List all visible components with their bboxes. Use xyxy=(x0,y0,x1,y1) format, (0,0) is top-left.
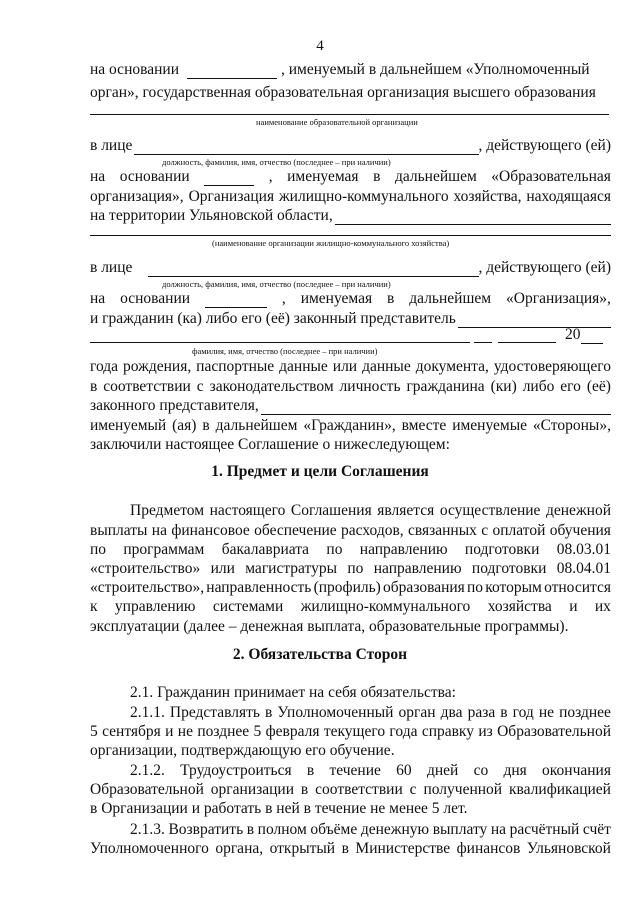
text: «строительство» xyxy=(90,560,201,577)
blank-line xyxy=(90,342,470,343)
text: сентября xyxy=(102,723,161,740)
text: заключили настоящее Соглашение о нижеследующем: xyxy=(90,436,450,453)
text: и xyxy=(569,598,578,615)
s1-line-1 xyxy=(130,502,611,520)
text: 5 xyxy=(90,723,98,740)
text: по xyxy=(326,541,343,558)
text: расчётный xyxy=(509,821,580,838)
text: на территории Ульяновской области, xyxy=(90,207,333,224)
text: квалификацией xyxy=(509,781,611,798)
text: (профиль) xyxy=(313,579,381,596)
text: данные xyxy=(279,358,328,375)
text: в xyxy=(246,821,255,838)
text: 08.04.01 xyxy=(556,560,611,577)
blank-line xyxy=(90,114,609,115)
text: оплатой xyxy=(492,522,546,539)
text: к xyxy=(90,598,98,615)
text: позднее xyxy=(197,723,250,740)
text: и xyxy=(165,723,174,740)
s1-line-7 xyxy=(90,618,611,636)
blank-field xyxy=(261,400,611,415)
text: в xyxy=(306,762,315,779)
header-line-11 xyxy=(90,358,611,376)
text: , действующего (ей) xyxy=(478,259,611,276)
section-2-title: 2. Обязательства Сторон xyxy=(232,646,408,663)
s2-213-line-1 xyxy=(130,821,611,839)
text: направлению xyxy=(373,560,462,577)
caption-fio: должность, фамилия, имя, отчество (последнее – при наличии) xyxy=(162,157,391,167)
text: соответствии xyxy=(103,378,191,395)
s1-line-4 xyxy=(90,560,611,578)
header-line-15 xyxy=(90,436,611,454)
text: денежной xyxy=(546,502,611,519)
text: финансовое xyxy=(171,522,250,539)
text: удостоверяющего xyxy=(493,358,611,375)
text: 2.1. Гражданин принимает на себя обязательства: xyxy=(130,684,456,701)
text: на xyxy=(90,168,106,185)
blank-line xyxy=(498,342,556,343)
text: подготовки xyxy=(464,541,540,558)
text: справку xyxy=(421,723,474,740)
text: их xyxy=(594,598,611,615)
text: Возвратить xyxy=(168,821,244,838)
text: в xyxy=(341,840,349,857)
text: Уполномоченного xyxy=(90,840,209,857)
text: Образовательной xyxy=(90,781,204,798)
text: на xyxy=(151,522,167,539)
text: «Образовательная xyxy=(491,168,611,185)
blank-field xyxy=(134,140,478,155)
text: полном xyxy=(257,821,307,838)
text: финансов xyxy=(456,840,521,857)
s2-212-line-1 xyxy=(130,762,611,780)
text: в xyxy=(90,378,98,395)
text: счёт xyxy=(582,821,611,838)
text: в xyxy=(202,417,210,434)
text: Ульяновской xyxy=(526,840,611,857)
text: относится xyxy=(544,579,611,596)
text: является xyxy=(377,502,435,519)
caption-zhkh: (наименование организации жилищно-коммунального хозяйства) xyxy=(212,238,450,248)
s1-line-3 xyxy=(90,541,611,559)
text: с xyxy=(196,378,204,395)
caption-org: наименование образовательной организации xyxy=(256,117,418,127)
s1-line-2 xyxy=(90,522,611,540)
text: (ки) xyxy=(490,378,517,395)
text: жилищно-коммунального xyxy=(278,188,449,205)
year-field xyxy=(565,326,613,344)
text: или xyxy=(210,560,235,577)
text: 2.1.2. xyxy=(130,762,165,779)
text: основании xyxy=(120,290,191,307)
text: дальнейшем xyxy=(409,290,492,307)
text: текущего xyxy=(323,723,386,740)
text: связанных xyxy=(408,522,477,539)
text: направлению xyxy=(359,541,448,558)
header-line-lico-2 xyxy=(90,259,611,277)
text: основании xyxy=(119,168,190,185)
text: «Организация», xyxy=(506,290,611,307)
text: года xyxy=(90,358,119,375)
text: «Гражданин», xyxy=(303,417,396,434)
s1-line-6 xyxy=(90,598,611,616)
text: окончания xyxy=(542,762,611,779)
text: обучения xyxy=(549,522,611,539)
text: по xyxy=(467,579,484,596)
text: 60 xyxy=(396,762,412,779)
text: со xyxy=(473,762,489,779)
text: с xyxy=(481,522,489,539)
header-line-4 xyxy=(90,168,611,186)
text: не xyxy=(538,704,555,721)
text: в Организации и работать в ней в течение не менее 5 лет. xyxy=(90,800,468,817)
text: из xyxy=(478,723,493,740)
header-line-9 xyxy=(90,310,611,328)
text: хозяйства, xyxy=(453,188,522,205)
text: , именуемый в дальнейшем «Уполномоченный xyxy=(281,61,590,78)
text: по xyxy=(90,541,107,558)
text: 2.1.3. xyxy=(130,821,165,838)
text: в xyxy=(300,781,309,798)
year-label: 20 xyxy=(565,326,581,343)
text: в лице xyxy=(90,137,133,154)
text: паспортные xyxy=(196,358,275,375)
text: , xyxy=(281,290,286,307)
text: именуемая xyxy=(300,290,373,307)
text: (ая) xyxy=(172,417,197,434)
s2-p1 xyxy=(130,684,611,702)
text: февраля xyxy=(265,723,320,740)
text: магистратуры xyxy=(245,560,338,577)
s2-211-line-2 xyxy=(90,723,611,741)
text: в xyxy=(265,704,273,721)
blank-line xyxy=(474,342,492,343)
text: объёме xyxy=(310,821,358,838)
text: в xyxy=(387,290,395,307)
text: Образовательной xyxy=(497,723,611,740)
text: именуемый xyxy=(90,417,167,434)
text: которым xyxy=(485,579,542,596)
blank-field xyxy=(187,64,277,79)
text: подготовки xyxy=(471,560,547,577)
text: образования xyxy=(383,579,465,596)
text: открытый xyxy=(269,840,336,857)
blank-line xyxy=(90,235,611,236)
text: орган», государственная образовательная организация высшего образования xyxy=(90,84,596,101)
text: 2.1.1. xyxy=(130,704,165,721)
text: выплату xyxy=(432,821,488,838)
text: позднее xyxy=(559,704,611,721)
text: законодательством xyxy=(209,378,334,395)
text: эксплуатации (далее – денежная выплата, образовательные программы). xyxy=(90,618,569,635)
text: обеспечение xyxy=(254,522,337,539)
text: документа, xyxy=(415,358,489,375)
s2-212-line-2 xyxy=(90,781,611,799)
page-number: 4 xyxy=(316,38,324,54)
text: системами xyxy=(212,598,284,615)
text: Предметом xyxy=(130,502,205,519)
caption-fio-2: должность, фамилия, имя, отчество (последнее – при наличии) xyxy=(162,279,391,289)
header-line-8 xyxy=(90,290,611,308)
header-line-5 xyxy=(90,188,611,206)
text: гражданина xyxy=(406,378,485,395)
text: личность xyxy=(339,378,401,395)
text: Соглашения xyxy=(290,502,372,519)
header-line-2 xyxy=(90,84,611,102)
text: в xyxy=(500,704,508,721)
text: организации xyxy=(210,781,295,798)
text: не xyxy=(177,723,193,740)
text: данные xyxy=(362,358,411,375)
text: дня xyxy=(503,762,527,779)
s2-211-line-1 xyxy=(130,704,611,722)
blank-field xyxy=(205,293,267,308)
text: на основании xyxy=(90,61,179,78)
text: программам xyxy=(123,541,205,558)
text: Представлять xyxy=(169,704,260,721)
text: орган xyxy=(398,704,436,721)
blank-field xyxy=(581,329,603,344)
text: течение xyxy=(329,762,381,779)
text: органа, xyxy=(215,840,264,857)
text: 5 xyxy=(253,723,262,740)
text: либо xyxy=(522,378,555,395)
text: на xyxy=(90,290,106,307)
blank-field xyxy=(148,262,478,277)
section-1-title: 1. Предмет и цели Соглашения xyxy=(211,463,429,480)
text: дней xyxy=(426,762,459,779)
text: направленность xyxy=(206,579,312,596)
text: «Стороны», xyxy=(532,417,611,434)
header-line-13 xyxy=(90,397,611,415)
text: Уполномоченный xyxy=(277,704,394,721)
header-line-1 xyxy=(90,61,611,79)
text: хозяйства xyxy=(487,598,552,615)
text: организация», xyxy=(90,188,184,205)
text: полученной xyxy=(423,781,503,798)
text: (её) xyxy=(586,378,611,395)
text: год xyxy=(512,704,534,721)
s2-211-line-3 xyxy=(90,742,611,760)
text: или xyxy=(332,358,358,375)
text: по xyxy=(347,560,364,577)
text: с xyxy=(409,781,417,798)
text: два xyxy=(440,704,463,721)
text: и гражданин (ка) либо его (её) законный представитель xyxy=(90,310,456,327)
text: законного представителя, xyxy=(90,397,259,414)
text: вместе xyxy=(401,417,447,434)
blank-field xyxy=(204,171,254,186)
s1-line-5 xyxy=(90,579,611,597)
text: «строительство», xyxy=(90,579,205,596)
text: осуществление xyxy=(439,502,541,519)
text: дальнейшем xyxy=(394,168,477,185)
text: управлению xyxy=(114,598,196,615)
header-line-12 xyxy=(90,378,611,396)
text: дальнейшем xyxy=(215,417,298,434)
text: организации, подтверждающую его обучение. xyxy=(90,742,395,759)
text: Трудоустроиться xyxy=(180,762,292,779)
text: выплаты xyxy=(90,522,148,539)
text: в xyxy=(373,168,381,185)
text: , xyxy=(268,168,273,185)
text: его xyxy=(560,378,581,395)
text: раза xyxy=(467,704,496,721)
text: жилищно-коммунального xyxy=(300,598,471,615)
text: именуемая xyxy=(287,168,359,185)
caption-fio-3: фамилия, имя, отчество (последнее – при наличии) xyxy=(192,346,378,356)
text: настоящего xyxy=(209,502,286,519)
text: в лице xyxy=(90,259,133,276)
text: находящаяся xyxy=(526,188,611,205)
text: Министерстве xyxy=(355,840,451,857)
text: Организация xyxy=(188,188,275,205)
s2-212-line-3 xyxy=(90,800,611,818)
text: 08.03.01 xyxy=(556,541,611,558)
header-line-14 xyxy=(90,417,611,435)
text: бакалавриата xyxy=(221,541,310,558)
text: на xyxy=(490,821,507,838)
text: расходов, xyxy=(341,522,404,539)
text: рождения, xyxy=(123,358,192,375)
text: , действующего (ей) xyxy=(478,137,611,154)
blank-field xyxy=(335,210,611,225)
text: соответствии xyxy=(315,781,403,798)
header-line-lico-1 xyxy=(90,137,611,155)
s2-213-line-2 xyxy=(90,840,611,858)
text: именуемые xyxy=(452,417,527,434)
text: года xyxy=(389,723,418,740)
text: денежную xyxy=(360,821,430,838)
header-line-6 xyxy=(90,207,611,225)
